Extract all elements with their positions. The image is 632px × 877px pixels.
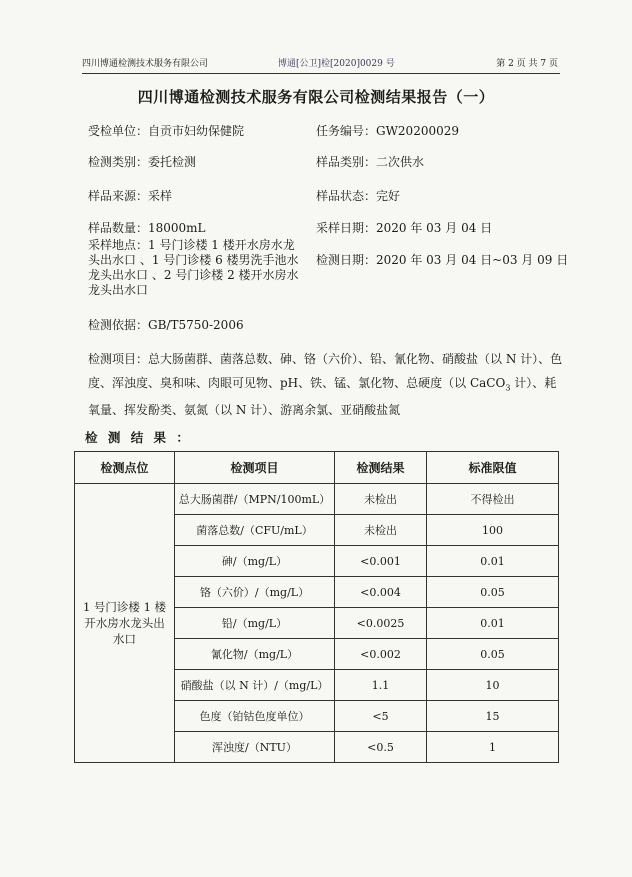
item-cell: 浑浊度/（NTU）	[175, 732, 335, 763]
result-cell: <0.004	[335, 577, 427, 608]
report-title: 四川博通检测技术服务有限公司检测结果报告（一）	[137, 88, 495, 106]
test-date-field: 检测日期：2020 年 03 月 04 日~03 月 09 日	[316, 253, 569, 267]
header-item: 检测项目	[175, 452, 335, 484]
header-page-info: 第 2 页 共 7 页	[496, 59, 558, 69]
sample-status-field: 样品状态：完好	[316, 189, 401, 203]
item-cell: 铬（六价）/（mg/L）	[175, 577, 335, 608]
limit-cell: 0.05	[427, 639, 559, 670]
result-cell: <0.0025	[335, 608, 427, 639]
limit-cell: 1	[427, 732, 559, 763]
header-limit: 标准限值	[427, 452, 559, 484]
test-type-field: 检测类别：委托检测	[88, 155, 197, 169]
header-result: 检测结果	[335, 452, 427, 484]
task-number-field: 任务编号：GW20200029	[316, 124, 459, 138]
limit-cell: 10	[427, 670, 559, 701]
result-cell: <0.5	[335, 732, 427, 763]
test-items-suffix: 计）、耗氧量、挥发酚类、氨氮（以 N 计）、游离余氯、亚硝酸盐氮	[88, 375, 557, 418]
sample-type-field: 样品类别：二次供水	[316, 155, 425, 169]
result-cell: <0.002	[335, 639, 427, 670]
item-cell: 菌落总数/（CFU/mL）	[175, 515, 335, 546]
item-cell: 色度（铂钴色度单位）	[175, 701, 335, 732]
item-cell: 铅/（mg/L）	[175, 608, 335, 639]
table-row	[75, 484, 559, 515]
item-cell: 总大肠菌群/（MPN/100mL）	[175, 484, 335, 515]
header-divider	[82, 73, 560, 74]
limit-cell: 100	[427, 515, 559, 546]
limit-cell: 0.05	[427, 577, 559, 608]
result-cell: 1.1	[335, 670, 427, 701]
header-company: 四川博通检测技术服务有限公司	[82, 59, 209, 69]
header-report-number: 博通[公卫]检[2020]0029 号	[278, 59, 395, 69]
result-cell: 未检出	[335, 515, 427, 546]
sample-quantity-field: 样品数量：18000mL	[88, 221, 206, 235]
test-items-subscript: 3	[505, 382, 511, 392]
test-items-prefix: 检测项目：总大肠菌群、菌落总数、砷、铬（六价）、铅、氰化物、硝酸盐（以 N 计）、色度、浑浊度、臭和味、肉眼可见物、pH、铁、锰、氯化物、总硬度（以 CaCO	[88, 352, 563, 390]
table-header-row	[75, 452, 559, 484]
header-location: 检测点位	[75, 452, 175, 484]
limit-cell: 0.01	[427, 608, 559, 639]
test-basis-field: 检测依据：GB/T5750-2006	[88, 318, 244, 332]
limit-cell: 不得检出	[427, 484, 559, 515]
item-cell: 硝酸盐（以 N 计）/（mg/L）	[175, 670, 335, 701]
item-cell: 氰化物/（mg/L）	[175, 639, 335, 670]
sampling-location-field: 采样地点：1 号门诊楼 1 楼开水房水龙头出水口 、1 号门诊楼 6 楼男洗手池水龙头出水口 、2 号门诊楼 2 楼开水房水龙头出水口	[88, 238, 299, 297]
location-cell: 1 号门诊楼 1 楼开水房水龙头出水口	[75, 484, 175, 763]
sampling-date-field: 采样日期：2020 年 03 月 04 日	[316, 221, 493, 235]
result-cell: <0.001	[335, 546, 427, 577]
results-heading: 检 测 结 果 ：	[85, 430, 192, 445]
limit-cell: 15	[427, 701, 559, 732]
test-items-field	[88, 348, 568, 423]
result-cell: 未检出	[335, 484, 427, 515]
result-cell: <5	[335, 701, 427, 732]
sample-source-field: 样品来源：采样	[88, 189, 173, 203]
item-cell: 砷/（mg/L）	[175, 546, 335, 577]
client-field: 受检单位：自贡市妇幼保健院	[88, 124, 245, 138]
results-table	[74, 451, 559, 763]
limit-cell: 0.01	[427, 546, 559, 577]
